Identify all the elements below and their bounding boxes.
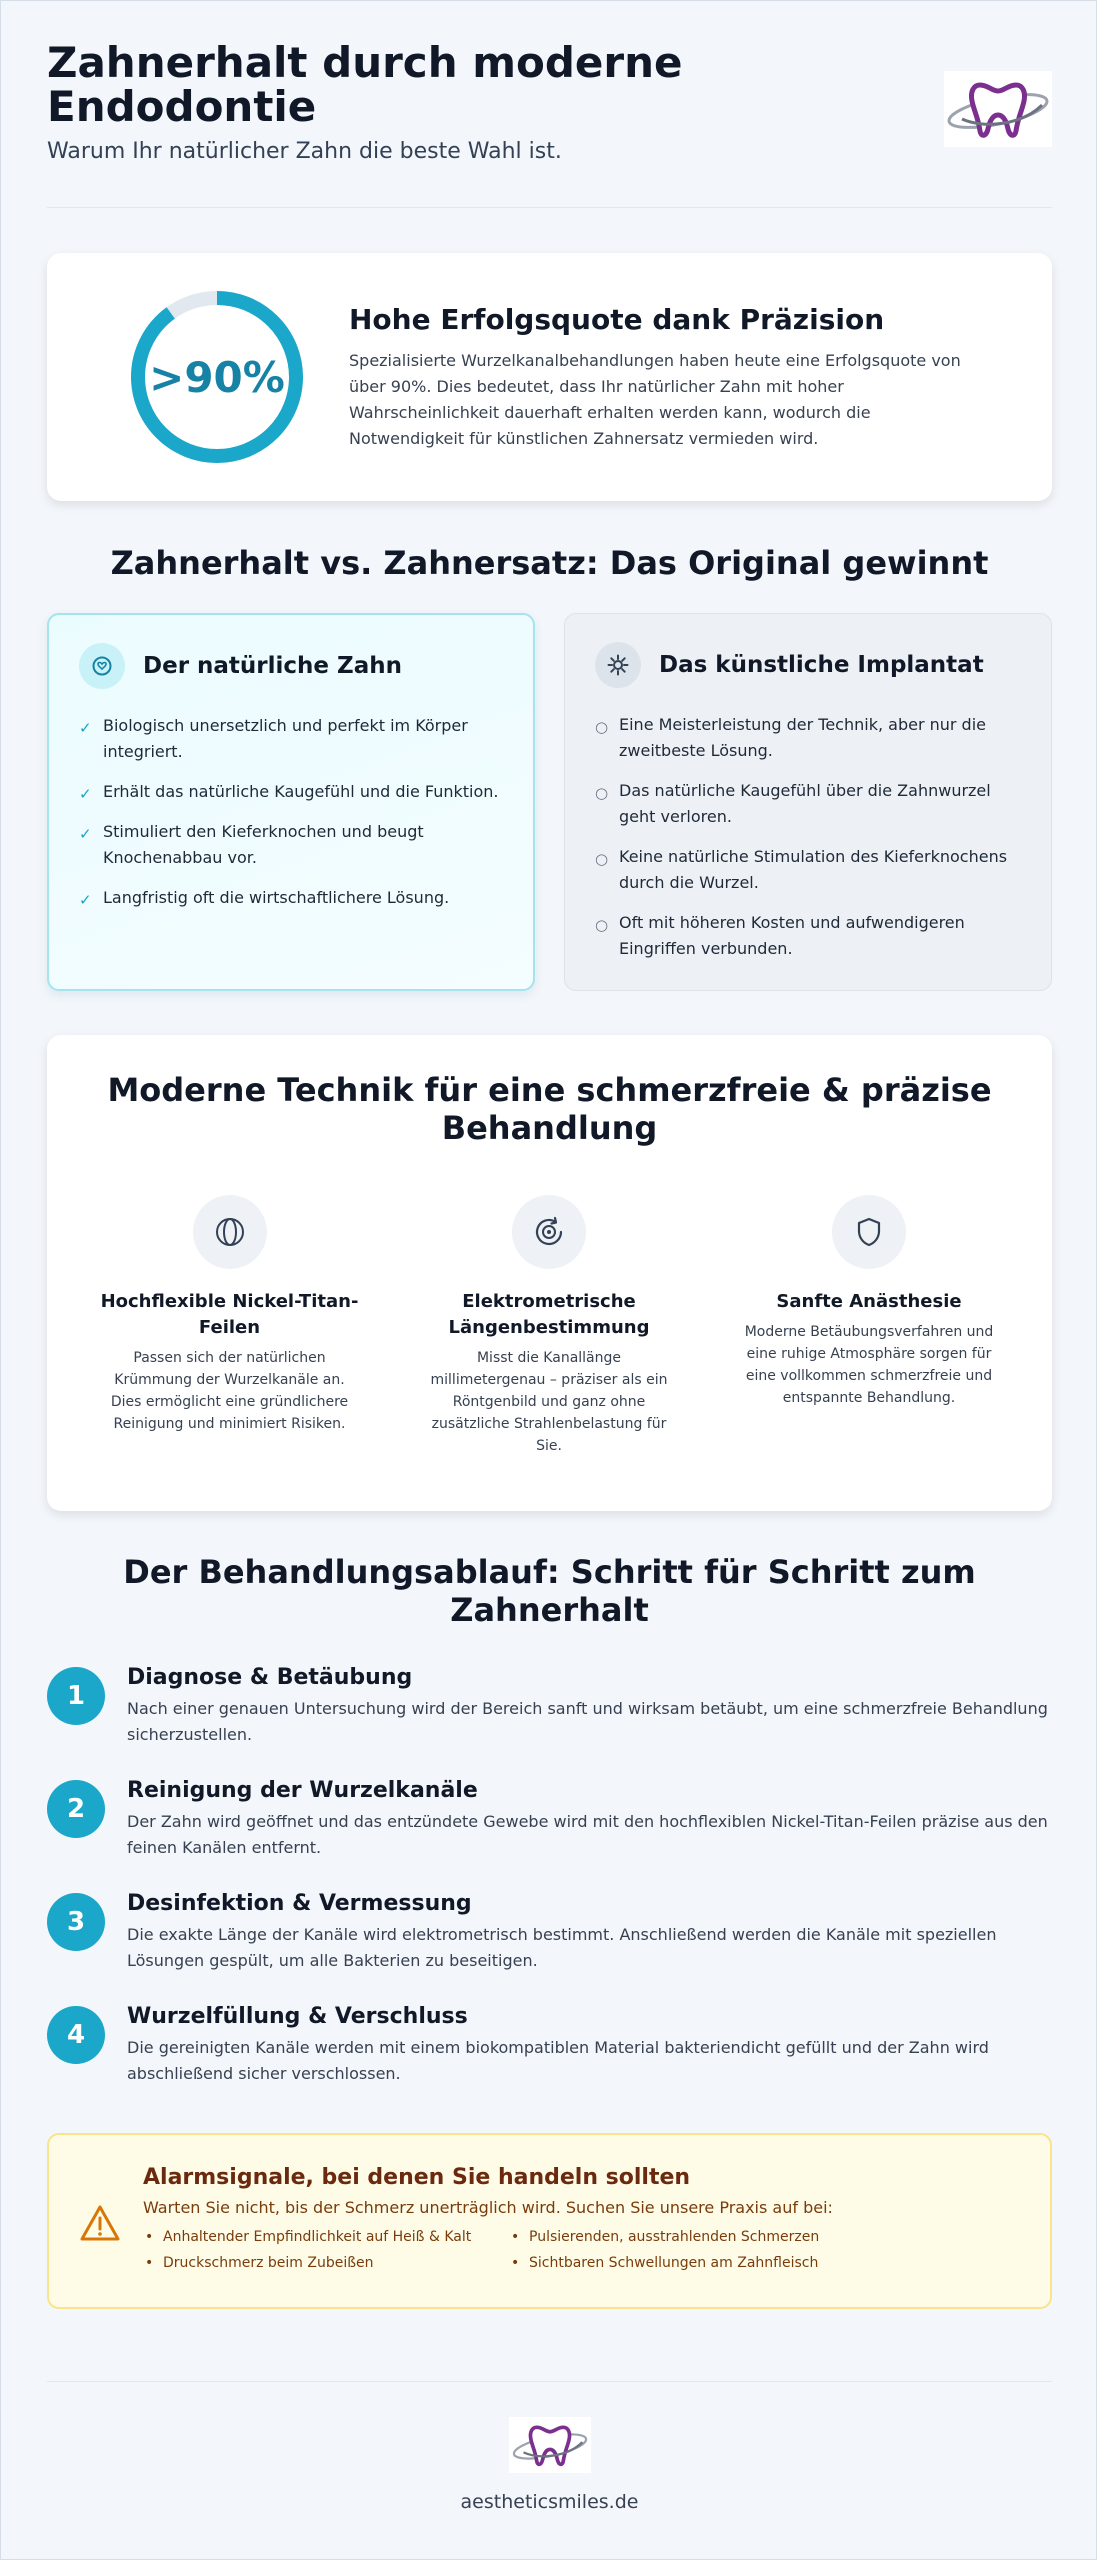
check-icon: ✓ [79, 891, 92, 909]
technology-card [47, 1035, 1052, 1511]
list-item: • Sichtbaren Schwellungen am Zahnfleisch [509, 2253, 929, 2273]
tech-text: Passen sich der natürlichen Krümmung der Wurzelkanäle an. Dies ermöglicht eine gründlichere Reinigung und minimiert Risiken. [110, 1350, 349, 1432]
circle-bullet-icon: ○ [595, 850, 609, 868]
divider [47, 207, 1052, 208]
shield-icon [832, 1195, 906, 1269]
alarm-title: Alarmsignale, bei denen Sie handeln sollten [143, 2165, 691, 2190]
step-text: Die gereinigten Kanäle werden mit einem biokompatiblen Material bakteriendicht gefüllt und der Zahn wird abschließend sicher verschlossen. [127, 2038, 989, 2083]
natural-tooth-icon [79, 643, 125, 689]
list-item: • Anhaltender Empfindlichkeit auf Heiß & Kalt [143, 2227, 509, 2247]
measurement-icon [512, 1195, 586, 1269]
natural-tooth-box [47, 613, 535, 991]
tech-title: Hochflexible Nickel-Titan-Feilen [100, 1291, 359, 1338]
step-item [47, 2004, 1052, 2100]
step-title: Wurzelfüllung & Verschluss [127, 2004, 468, 2029]
tech-title: Elektrometrische Längenbestimmung [448, 1291, 650, 1338]
implant-box [564, 613, 1052, 991]
check-icon: ✓ [79, 785, 92, 803]
step-number: 3 [47, 1893, 105, 1951]
list-item: ○ Keine natürliche Stimulation des Kieferknochens durch die Wurzel. [595, 847, 1008, 892]
tooth-logo-icon [509, 2417, 591, 2473]
header [47, 38, 1052, 164]
page-subtitle: Warum Ihr natürlicher Zahn die beste Wahl ist. [47, 139, 562, 164]
implant-list [595, 712, 1015, 976]
list-item: • Pulsierenden, ausstrahlenden Schmerzen [509, 2227, 929, 2247]
circle-bullet-icon: ○ [595, 784, 609, 802]
tech-item-files [87, 1195, 372, 1435]
tech-text: Misst die Kanallänge millimetergenau – präziser als ein Röntgenbild und ganz ohne zusätzliche Strahlenbelastung für Sie. [430, 1350, 668, 1454]
file-icon [193, 1195, 267, 1269]
step-number: 2 [47, 1780, 105, 1838]
step-number: 1 [47, 1667, 105, 1725]
circle-bullet-icon: ○ [595, 718, 609, 736]
step-number: 4 [47, 2006, 105, 2064]
success-rate-value: >90% [149, 352, 285, 402]
implant-title: Das künstliche Implantat [659, 652, 984, 678]
natural-tooth-title: Der natürliche Zahn [143, 653, 402, 679]
tech-item-measurement [409, 1195, 689, 1457]
step-title: Desinfektion & Vermessung [127, 1891, 472, 1916]
step-item [47, 1778, 1052, 1874]
tech-title: Sanfte Anästhesie [776, 1291, 962, 1312]
implant-gear-icon [595, 642, 641, 688]
success-rate-card [47, 253, 1052, 501]
warning-icon [77, 2201, 123, 2247]
list-item: • Druckschmerz beim Zubeißen [143, 2253, 509, 2273]
tech-text: Moderne Betäubungsverfahren und eine ruhige Atmosphäre sorgen für eine vollkommen schmerzfreie und entspannte Behandlung. [744, 1324, 994, 1406]
check-icon: ✓ [79, 719, 92, 737]
step-item [47, 1891, 1052, 1987]
alarm-text: Warten Sie nicht, bis der Schmerz unerträglich wird. Suchen Sie unsere Praxis auf bei: [143, 2198, 833, 2217]
success-rate-text: Spezialisierte Wurzelkanalbehandlungen haben heute eine Erfolgsquote von über 90%. Dies bedeutet, dass Ihr natürlicher Zahn mit hoher Wahrscheinlichkeit dauerhaft erhalten werden kann, wodurch die Notwendigkeit für künstlichen Zahnersatz vermieden wird. [349, 351, 961, 448]
divider [47, 2381, 1052, 2382]
step-text: Nach einer genauen Untersuchung wird der Bereich sanft und wirksam betäubt, um eine schmerzfreie Behandlung sicherzustellen. [127, 1699, 1048, 1744]
check-icon: ✓ [79, 825, 92, 843]
tech-item-anesthesia [729, 1195, 1009, 1409]
list-item: ○ Das natürliche Kaugefühl über die Zahnwurzel geht verloren. [595, 781, 991, 826]
natural-tooth-list [79, 713, 499, 925]
compare-heading: Zahnerhalt vs. Zahnersatz: Das Original gewinnt [110, 544, 989, 582]
alarm-list [143, 2227, 1023, 2273]
success-rate-title: Hohe Erfolgsquote dank Präzision [349, 303, 885, 336]
list-item: ○ Oft mit höheren Kosten und aufwendigeren Eingriffen verbunden. [595, 913, 965, 958]
website-link[interactable]: aestheticsmiles.de [460, 2491, 639, 2513]
step-text: Die exakte Länge der Kanäle wird elektrometrisch bestimmt. Anschließend werden die Kanäle mit speziellen Lösungen gespült, um alle Bakterien zu beseitigen. [127, 1925, 997, 1970]
step-item [47, 1665, 1052, 1761]
circle-bullet-icon: ○ [595, 916, 609, 934]
alarm-box [47, 2133, 1052, 2309]
step-text: Der Zahn wird geöffnet und das entzündete Gewebe wird mit den hochflexiblen Nickel-Titan-Feilen präzise aus den feinen Kanälen entfernt. [127, 1812, 1048, 1857]
list-item: ✓ Biologisch unersetzlich und perfekt im Körper integriert. [79, 716, 468, 761]
steps-heading: Der Behandlungsablauf: Schritt für Schritt zum Zahnerhalt [123, 1553, 976, 1629]
list-item: ✓ Stimuliert den Kieferknochen und beugt Knochenabbau vor. [79, 822, 424, 867]
page-title: Zahnerhalt durch moderne Endodontie [47, 38, 683, 131]
tooth-logo-icon [944, 71, 1052, 147]
technology-heading: Moderne Technik für eine schmerzfreie & präzise Behandlung [107, 1071, 992, 1147]
step-title: Reinigung der Wurzelkanäle [127, 1778, 478, 1803]
step-title: Diagnose & Betäubung [127, 1665, 413, 1690]
list-item: ✓ Langfristig oft die wirtschaftlichere Lösung. [79, 885, 499, 911]
list-item: ○ Eine Meisterleistung der Technik, aber nur die zweitbeste Lösung. [595, 715, 986, 760]
list-item: ✓ Erhält das natürliche Kaugefühl und die Funktion. [79, 779, 499, 805]
